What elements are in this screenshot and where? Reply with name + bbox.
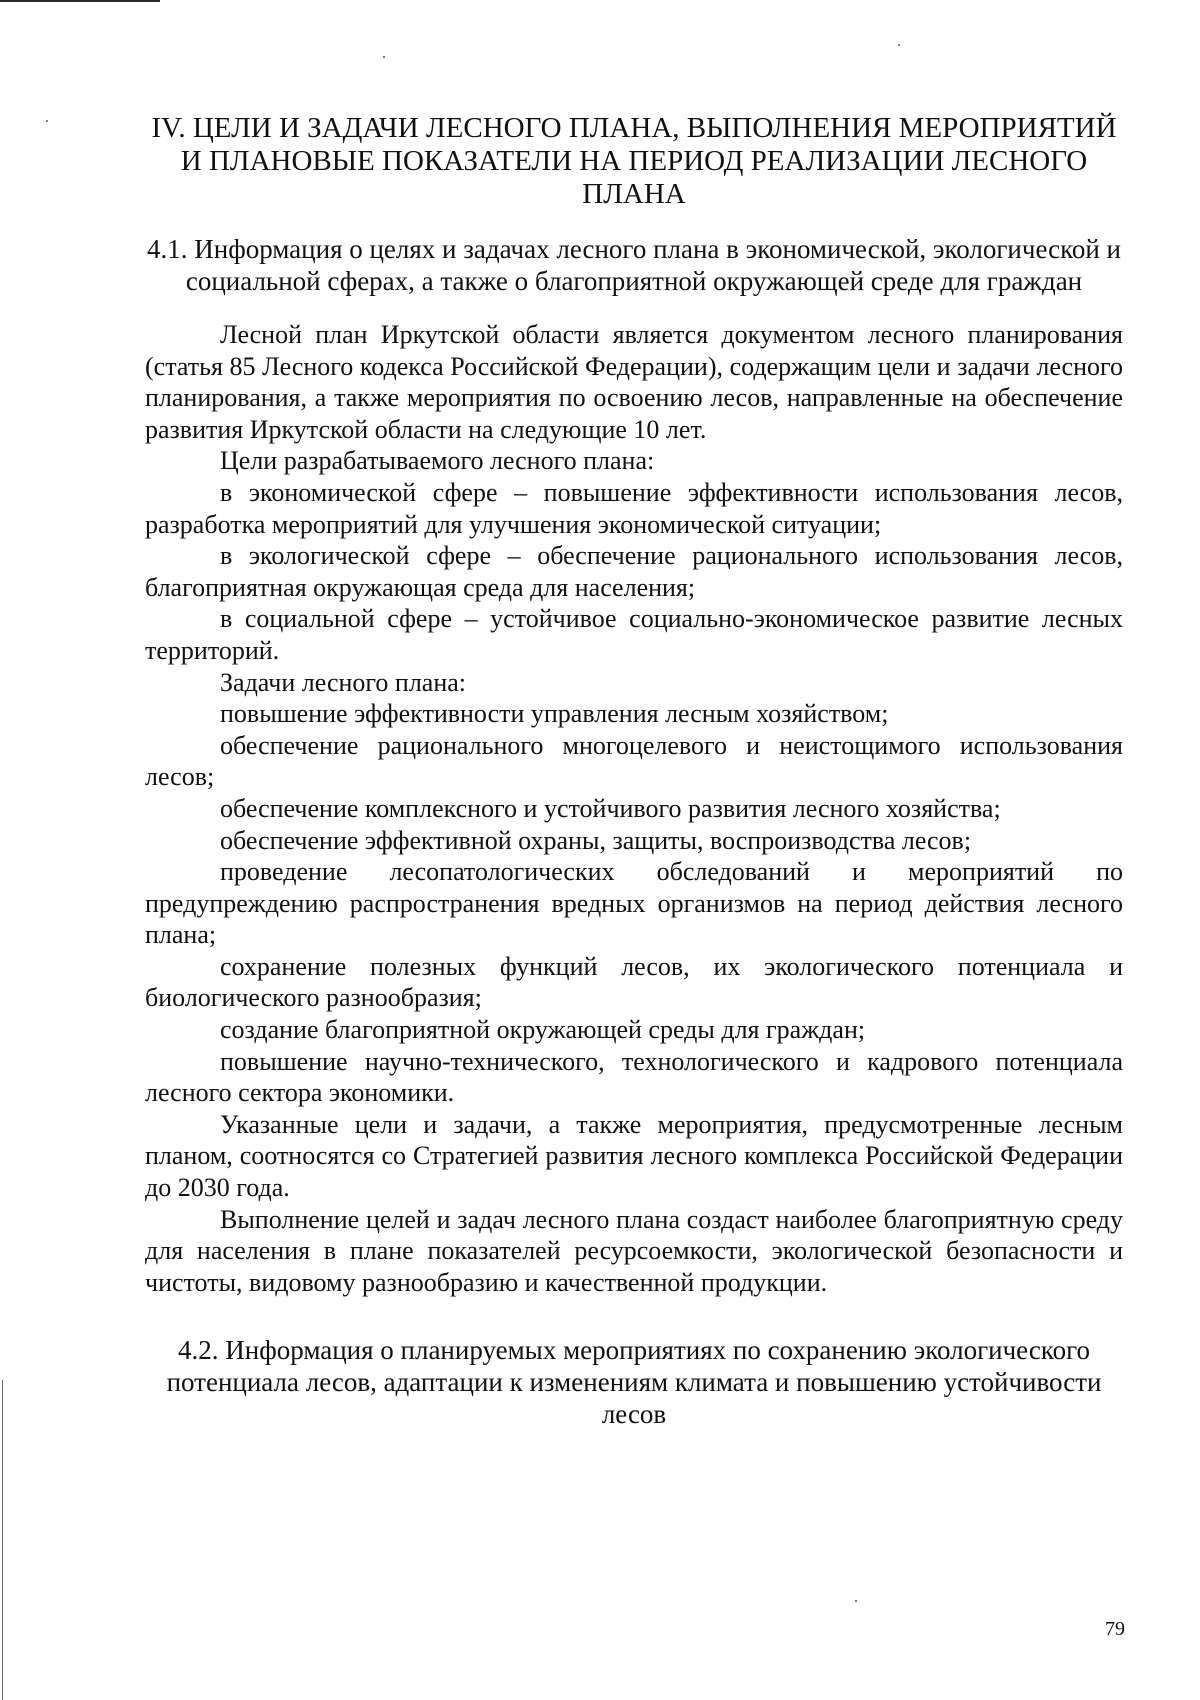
- scan-speck: [46, 120, 48, 122]
- body-text: [145, 319, 1123, 1298]
- paragraph: Задачи лесного плана:: [220, 667, 467, 697]
- paragraph: в экономической сфере – повышение эффективности использования лесов, разработка мероприятий для улучшения экономической ситуации;: [145, 477, 1123, 539]
- paragraph: обеспечение рационального многоцелевого и неистощимого использования лесов;: [145, 730, 1123, 792]
- paragraph: в экологической сфере – обеспечение рационального использования лесов, благоприятная окружающая среда для населения;: [145, 541, 1123, 602]
- scan-edge-mark: [2, 1380, 3, 1700]
- paragraph: Выполнение целей и задач лесного плана создаст наиболее благоприятную среду для населения в плане показателей ресурсоемкости, экологической безопасности и чистоты, видовому разнообразию и качественной продукции.: [145, 1204, 1123, 1297]
- page-number: 79: [1105, 1618, 1125, 1640]
- paragraph: повышение научно-технического, технологического и кадрового потенциала лесного сектора экономики.: [145, 1046, 1123, 1108]
- section-title: IV. ЦЕЛИ И ЗАДАЧИ ЛЕСНОГО ПЛАНА, ВЫПОЛНЕНИЯ МЕРОПРИЯТИЙ И ПЛАНОВЫЕ ПОКАЗАТЕЛИ НА ПЕРИОД РЕАЛИЗАЦИИ ЛЕСНОГО ПЛАНА: [151, 112, 1117, 210]
- paragraph: обеспечение эффективной охраны, защиты, воспроизводства лесов;: [220, 825, 972, 855]
- document-page: [145, 112, 1123, 1452]
- paragraph: обеспечение комплексного и устойчивого развития лесного хозяйства;: [220, 793, 1001, 823]
- subsection-title: 4.1. Информация о целях и задачах лесного плана в экономической, экологической и социальной сферах, а также о благоприятной окружающей среде для граждан: [147, 234, 1121, 296]
- paragraph: проведение лесопатологических обследований и мероприятий по предупреждению распространения вредных организмов на период действия лесного плана;: [145, 857, 1123, 950]
- scan-speck: [855, 1600, 857, 1602]
- paragraph: сохранение полезных функций лесов, их экологического потенциала и биологического разнообразия;: [145, 951, 1123, 1013]
- subsection-title: 4.2. Информация о планируемых мероприятиях по сохранению экологического потенциала лесов, адаптации к изменениям климата и повышению устойчивости лесов: [166, 1335, 1102, 1430]
- paragraph: Указанные цели и задачи, а также мероприятия, предусмотренные лесным планом, соотносятся со Стратегией развития лесного комплекса Российской Федерации до 2030 года.: [145, 1109, 1123, 1203]
- paragraph: в социальной сфере – устойчивое социально-экономическое развитие лесных территорий.: [145, 604, 1123, 665]
- scan-speck: [383, 56, 385, 58]
- paragraph: Цели разрабатываемого лесного плана:: [220, 446, 655, 476]
- paragraph: Лесной план Иркутской области является документом лесного планирования (статья 85 Лесного кодекса Российской Федерации), содержащим цели и задачи лесного планирования, а также мероприятия по освоению лесов, направленные на обеспечение развития Иркутской области на следующие 10 лет.: [145, 320, 1123, 444]
- paragraph: создание благоприятной окружающей среды для граждан;: [220, 1015, 866, 1045]
- paragraph: повышение эффективности управления лесным хозяйством;: [220, 699, 889, 729]
- scan-edge-mark: [0, 0, 160, 2]
- scan-speck: [898, 44, 900, 46]
